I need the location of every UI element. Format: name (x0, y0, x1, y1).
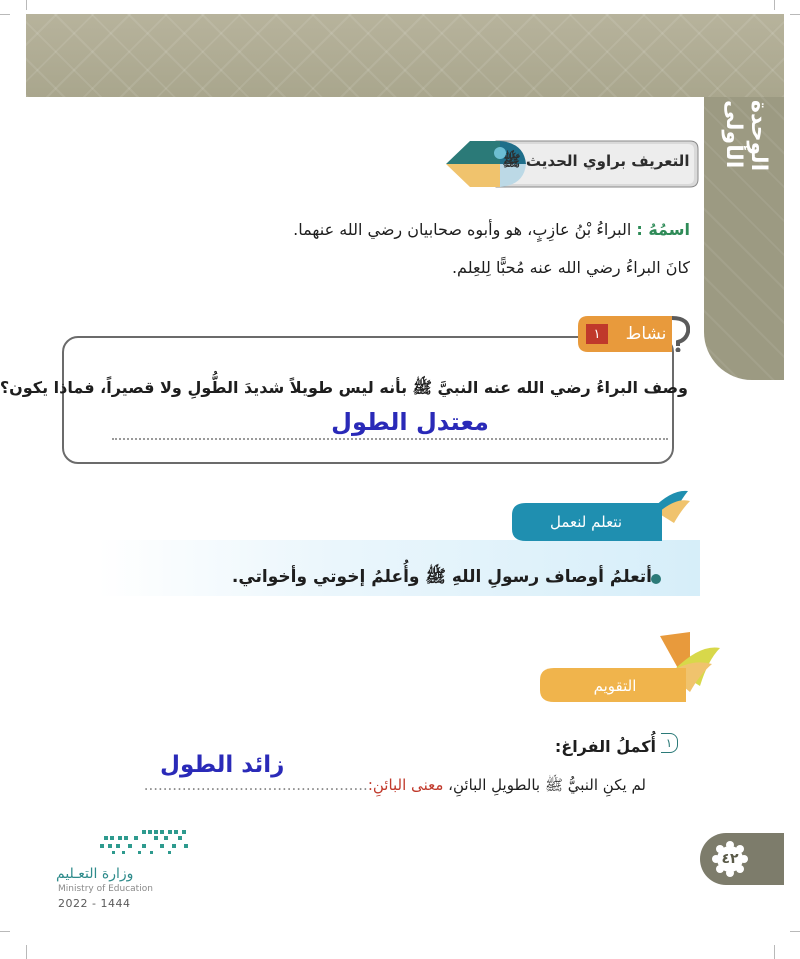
crop-mark (790, 931, 800, 932)
sentence-highlight: معنى البائنِ: (367, 776, 444, 794)
unit-title: الوحدة الأولى (721, 100, 771, 172)
activity-label: نشاط (625, 324, 667, 344)
activity-number: ١ (586, 324, 608, 344)
crop-mark (774, 0, 775, 10)
activity-answer: معتدل الطول (331, 408, 489, 436)
activity-question: وصف البراءُ رضي الله عنه النبيَّ ﷺ بأنه ليس طويلاً شديدَ الطُّولِ ولا قصيراً، فماذا يكون؟ (0, 378, 688, 397)
crop-mark (0, 931, 10, 932)
love-of-knowledge-text: كانَ البراءُ رضي الله عنه مُحبًّا لِلعِلم. (451, 258, 690, 277)
name-paragraph (293, 220, 690, 239)
narrator-heading-text: التعريف براوي الحديث ﷺ (502, 152, 690, 170)
crop-mark (774, 945, 775, 959)
fill-blank-sentence (144, 776, 646, 798)
page-number: ٤٢ (721, 851, 739, 867)
crop-mark (26, 0, 27, 10)
ministry-name-english: Ministry of Education (58, 884, 153, 894)
crop-mark (790, 14, 800, 15)
name-label: اسمُهُ : (636, 220, 690, 239)
learn-text: أتعلمُ أوصاف رسولِ اللهِ ﷺ وأُعلمُ إخوتي وأخواتي. (231, 567, 652, 587)
edition-year: 2022 - 1444 (58, 897, 131, 910)
learn-bullet (651, 574, 661, 584)
ministry-logo-icon (98, 828, 190, 858)
header-banner (26, 14, 784, 97)
crop-mark (0, 14, 10, 15)
ministry-name-arabic: وزارة التعـليم (56, 866, 134, 882)
name-text: البراءُ بْنُ عازِبٍ، هو وأبوه صحابيان رضي الله عنهما. (293, 220, 637, 239)
learn-label: نتعلم لنعمل (549, 513, 623, 531)
activity-answer-line (112, 438, 668, 440)
evaluation-label: التقويم (593, 677, 637, 695)
evaluation-answer: زائد الطول (160, 752, 285, 778)
blank-dots: ............................................... (143, 776, 368, 794)
crop-mark (26, 945, 27, 959)
item-number: ١ (661, 733, 678, 753)
sentence-start: لم يكنِ النبيُّ ﷺ بالطويلِ البائنِ، (443, 776, 646, 794)
fill-blank-instruction: أُكملُ الفراغ: (554, 737, 656, 756)
